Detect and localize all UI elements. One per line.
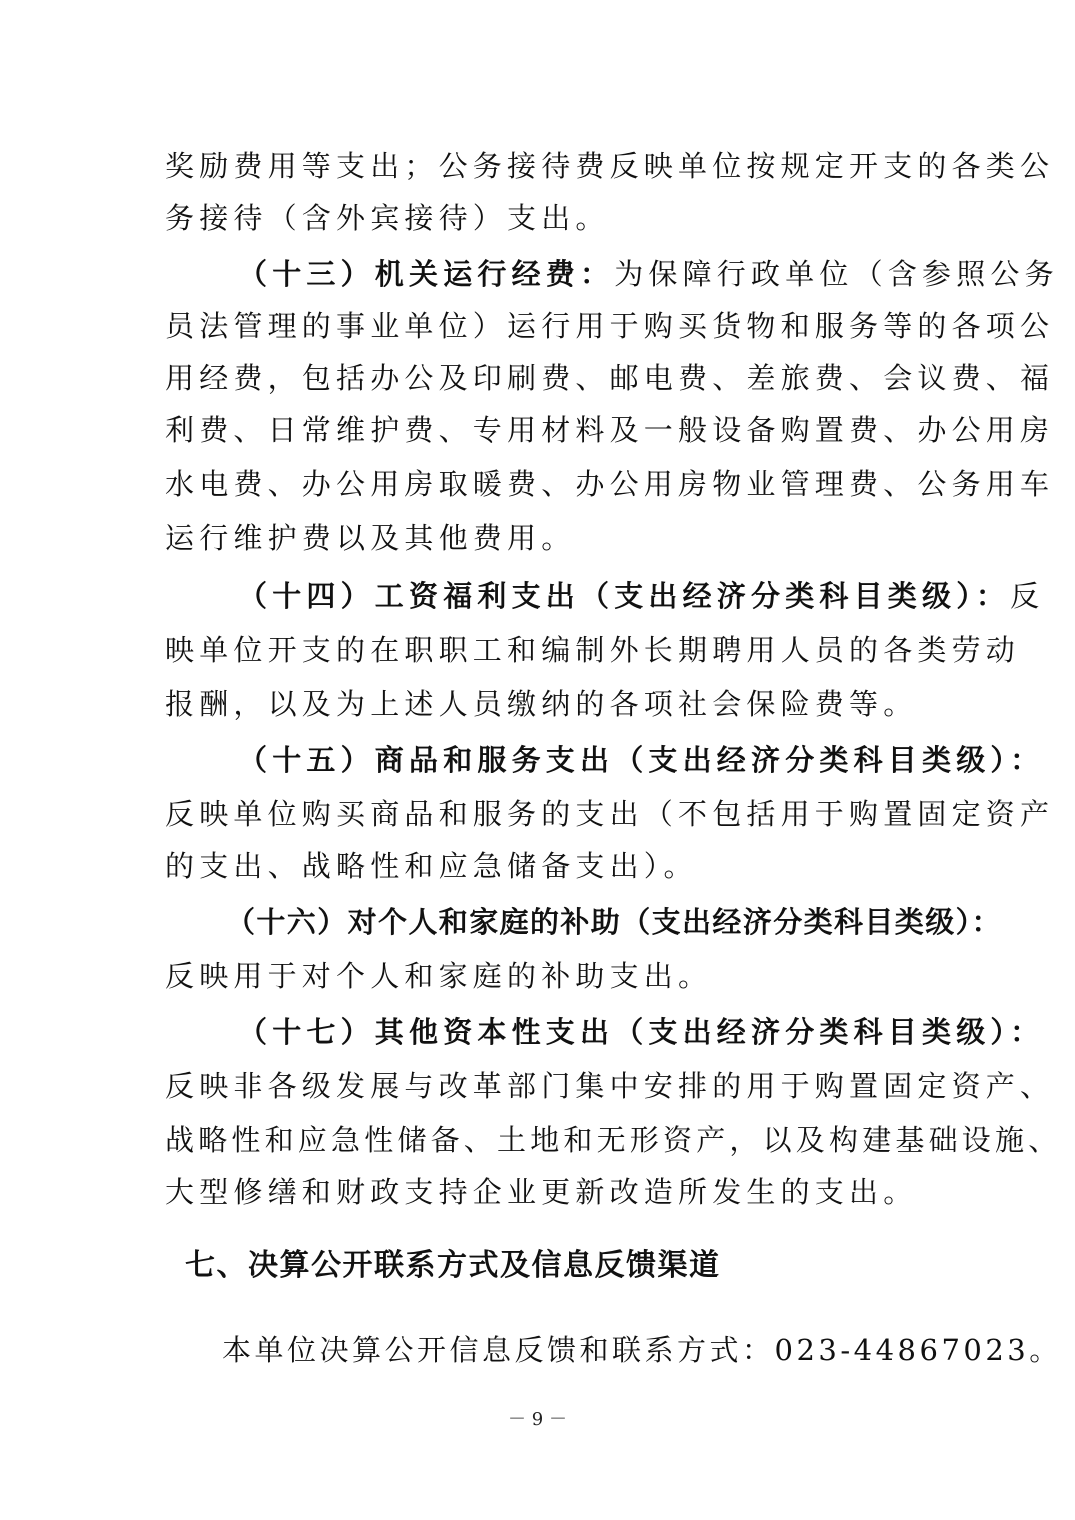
page-number: － 9 － xyxy=(508,1409,567,1430)
paragraph-line xyxy=(238,1012,1045,1052)
paragraph-text: 为保障行政单位（含参照公务 xyxy=(614,257,1059,291)
paragraph-line: 战略性和应急性储备、土地和无形资产，以及构建基础设施、 xyxy=(165,1123,1062,1157)
section-heading: 七、决算公开联系方式及信息反馈渠道 xyxy=(185,1248,721,1283)
paragraph-line: 映单位开支的在职职工和编制外长期聘用人员的各类劳动 xyxy=(165,633,1021,667)
paragraph-text: 反 xyxy=(1010,579,1045,613)
term-heading: （十六）对个人和家庭的补助（支出经济分类科目类级）： xyxy=(226,905,1002,939)
paragraph-line: 用经费，包括办公及印刷费、邮电费、差旅费、会议费、福 xyxy=(165,361,1055,395)
term-heading: （十三）机关运行经费： xyxy=(238,257,615,291)
paragraph-line: 大型修缮和财政支持企业更新改造所发生的支出。 xyxy=(165,1175,918,1209)
paragraph-line: 水电费、办公用房取暖费、办公用房物业管理费、公务用车 xyxy=(165,467,1055,501)
paragraph-line: 运行维护费以及其他费用。 xyxy=(165,521,576,555)
paragraph-line xyxy=(238,740,1045,780)
term-heading: （十七）其他资本性支出（支出经济分类科目类级）： xyxy=(238,1015,1045,1049)
paragraph-line: 的支出、战略性和应急储备支出）。 xyxy=(165,849,698,883)
paragraph-line: 利费、日常维护费、专用材料及一般设备购置费、办公用房 xyxy=(165,413,1055,447)
contact-info: 本单位决算公开信息反馈和联系方式：023-44867023。 xyxy=(222,1333,1062,1367)
paragraph-line: 奖励费用等支出；公务接待费反映单位按规定开支的各类公 xyxy=(165,149,1055,183)
paragraph-line: 反映单位购买商品和服务的支出（不包括用于购置固定资产 xyxy=(165,797,1055,831)
term-heading: （十四）工资福利支出（支出经济分类科目类级）： xyxy=(238,579,1011,613)
paragraph-line: 反映用于对个人和家庭的补助支出。 xyxy=(165,959,713,993)
paragraph-line: 反映非各级发展与改革部门集中安排的用于购置固定资产、 xyxy=(165,1069,1055,1103)
paragraph-line xyxy=(226,902,1002,942)
paragraph-line: 员法管理的事业单位）运行用于购买货物和服务等的各项公 xyxy=(165,309,1055,343)
paragraph-line: 报酬，以及为上述人员缴纳的各项社会保险费等。 xyxy=(165,687,918,721)
paragraph-line xyxy=(238,254,1059,294)
paragraph-line xyxy=(238,576,1045,616)
term-heading: （十五）商品和服务支出（支出经济分类科目类级）： xyxy=(238,743,1045,777)
paragraph-line: 务接待（含外宾接待）支出。 xyxy=(165,201,610,235)
